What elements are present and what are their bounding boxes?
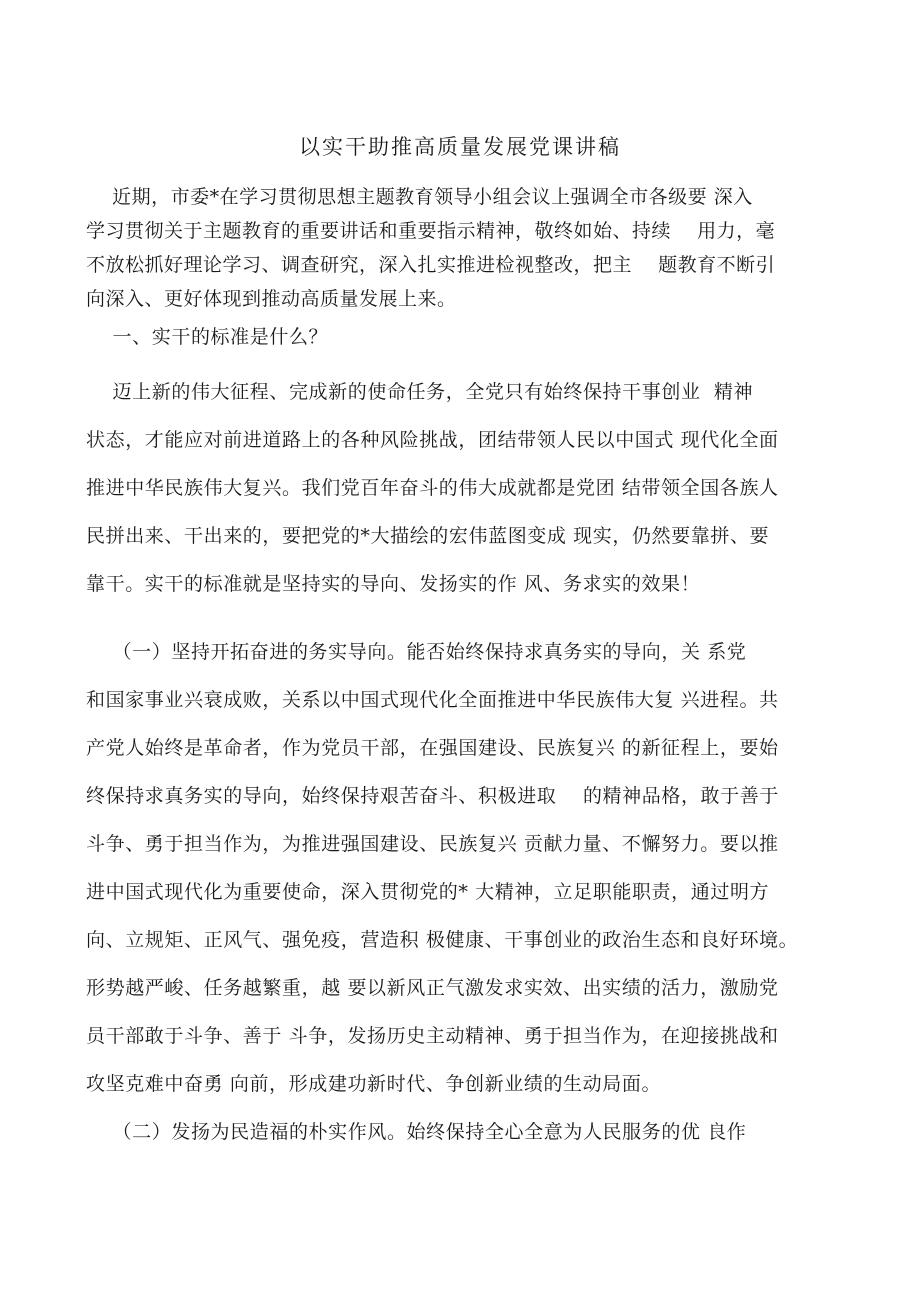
- intro-paragraph: [86, 180, 846, 316]
- paragraph-line: 形势越严峻、任务越繁重，越 要以新风正气激发求实效、出实绩的活力，激励党: [86, 977, 779, 999]
- body-paragraph-1: [86, 368, 846, 608]
- paragraph-line: （二）发扬为民造福的朴实作风。始终保持全心全意为人民服务的优 良作: [86, 1121, 747, 1143]
- paragraph-line: 进中国式现代化为重要使命，深入贯彻党的* 大精神，立足职能职责，通过明方: [86, 881, 770, 903]
- paragraph-line: 和国家事业兴衰成败，关系以中国式现代化全面推进中华民族伟大复 兴进程。共: [86, 689, 779, 711]
- paragraph-line: 靠干。实干的标准就是坚持实的导向、发扬实的作 风、务求实的效果！: [86, 573, 701, 595]
- paragraph-line: 民拼出来、干出来的，要把党的*大描绘的宏伟蓝图变成 现实，仍然要靠拼、要: [86, 525, 770, 547]
- paragraph-line: 推进中华民族伟大复兴。我们党百年奋斗的伟大成就都是党团 结带领全国各族人: [86, 477, 779, 499]
- paragraph-line: 不放松抓好理论学习、调查研究，深入扎实推进检视整改，把主 题教育不断引: [86, 254, 776, 276]
- body-paragraph-2: [86, 628, 846, 1108]
- paragraph-line: 斗争、勇于担当作为，为推进强国建设、民族复兴 贡献力量、不懈努力。要以推: [86, 833, 779, 855]
- paragraph-line: 向深入、更好体现到推动高质量发展上来。: [86, 288, 457, 310]
- section-heading: [86, 320, 846, 355]
- paragraph-line: 终保持求真务实的导向，始终保持艰苦奋斗、积极进取 的精神品格，敢于善于: [86, 785, 779, 807]
- paragraph-line: 员干部敢于斗争、善于 斗争，发扬历史主动精神、勇于担当作为，在迎接挑战和: [86, 1025, 779, 1047]
- paragraph-line: 状态，才能应对前进道路上的各种风险挑战，团结带领人民以中国式 现代化全面: [86, 429, 779, 451]
- section-heading-text: 一、实干的标准是什么？: [86, 326, 329, 348]
- document-title: 以实干助推高质量发展党课讲稿: [299, 135, 621, 159]
- paragraph-line: （一）坚持开拓奋进的务实导向。能否始终保持求真务实的导向，关 系党: [86, 641, 747, 663]
- paragraph-line: 攻坚克难中奋勇 向前，形成建功新时代、争创新业绩的生动局面。: [86, 1073, 662, 1095]
- paragraph-line: 向、立规矩、正风气、强免疫，营造积 极健康、干事创业的政治生态和良好环境。: [86, 929, 799, 951]
- paragraph-line: 产党人始终是革命者，作为党员干部，在强国建设、民族复兴 的新征程上，要始: [86, 737, 779, 759]
- paragraph-line: 迈上新的伟大征程、完成新的使命任务，全党只有始终保持干事创业 精神: [86, 381, 754, 403]
- paragraph-line: 近期，市委*在学习贯彻思想主题教育领导小组会议上强调全市各级要 深入: [86, 186, 753, 208]
- paragraph-line: 学习贯彻关于主题教育的重要讲话和重要指示精神，敬终如始、持续 用力，毫: [86, 220, 776, 242]
- body-paragraph-3: [86, 1108, 846, 1156]
